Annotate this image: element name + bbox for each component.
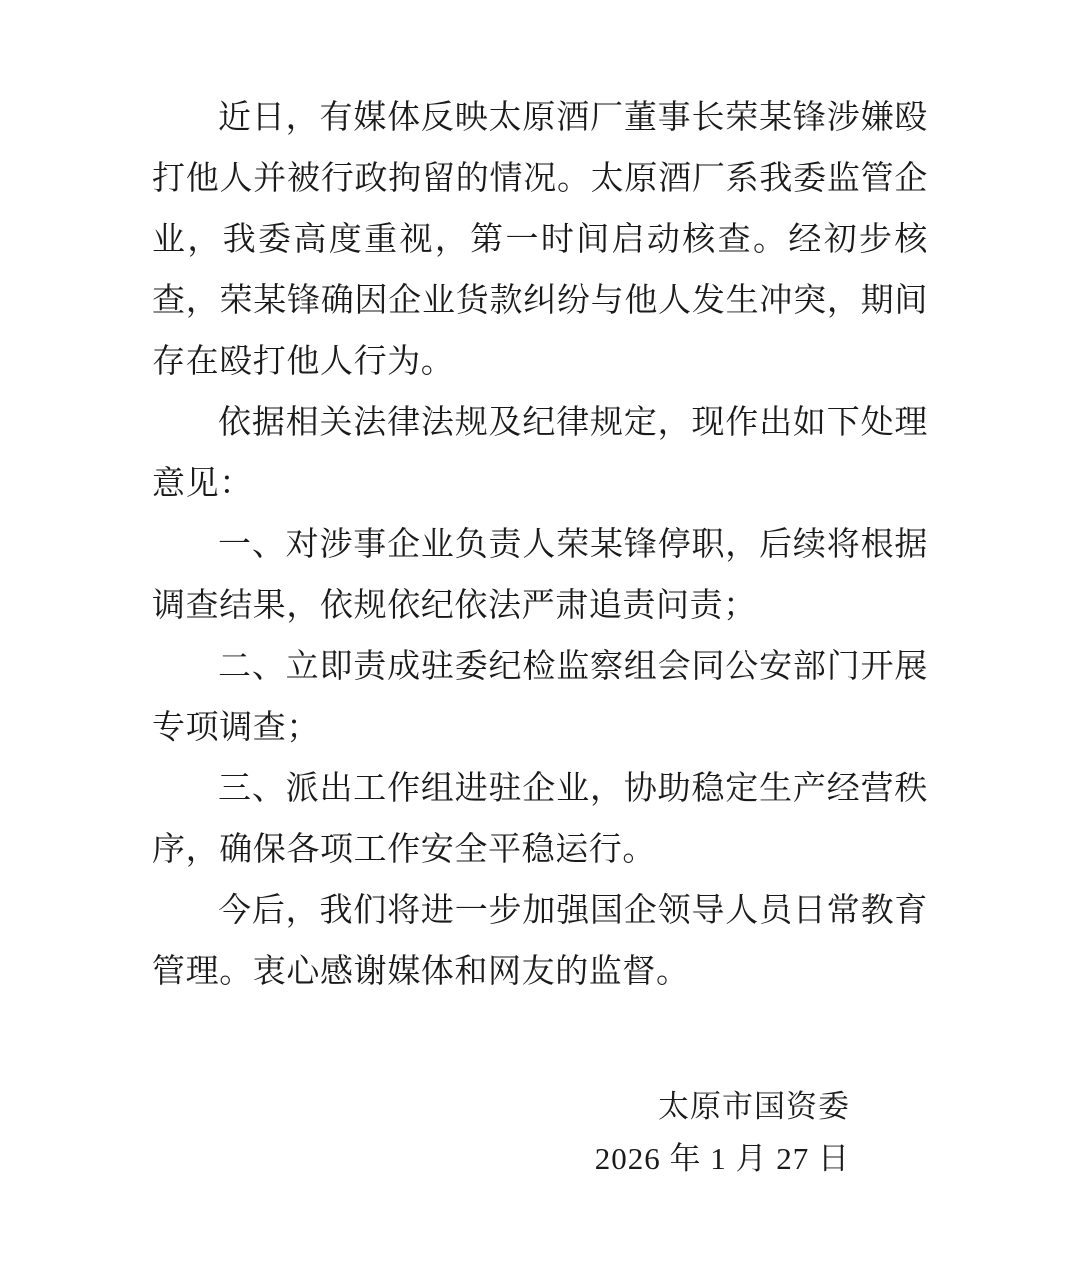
signature-date: 2026 年 1 月 27 日 <box>594 1141 850 1176</box>
paragraph-decision-intro: 依据相关法律法规及纪律规定，现作出如下处理意见： <box>152 405 928 502</box>
paragraph-measure-one: 一、对涉事企业负责人荣某锋停职，后续将根据调查结果，依规依纪依法严肃追责问责； <box>152 527 928 624</box>
paragraph-measure-three: 三、派出工作组进驻企业，协助稳定生产经营秩序，确保各项工作安全平稳运行。 <box>152 771 928 868</box>
paragraph-closing: 今后，我们将进一步加强国企领导人员日常教育管理。衷心感谢媒体和网友的监督。 <box>152 893 928 990</box>
signature-organization: 太原市国资委 <box>658 1089 850 1124</box>
paragraph-incident-report: 近日，有媒体反映太原酒厂董事长荣某锋涉嫌殴打他人并被行政拘留的情况。太原酒厂系我委监管企业，我委高度重视，第一时间启动核查。经初步核查，荣某锋确因企业货款纠纷与他人发生冲突，期间存在殴打他人行为。 <box>152 100 928 380</box>
document-body <box>152 88 928 1003</box>
paragraph-measure-two: 二、立即责成驻委纪检监察组会同公安部门开展专项调查； <box>152 649 928 746</box>
signature-block <box>152 1081 928 1185</box>
